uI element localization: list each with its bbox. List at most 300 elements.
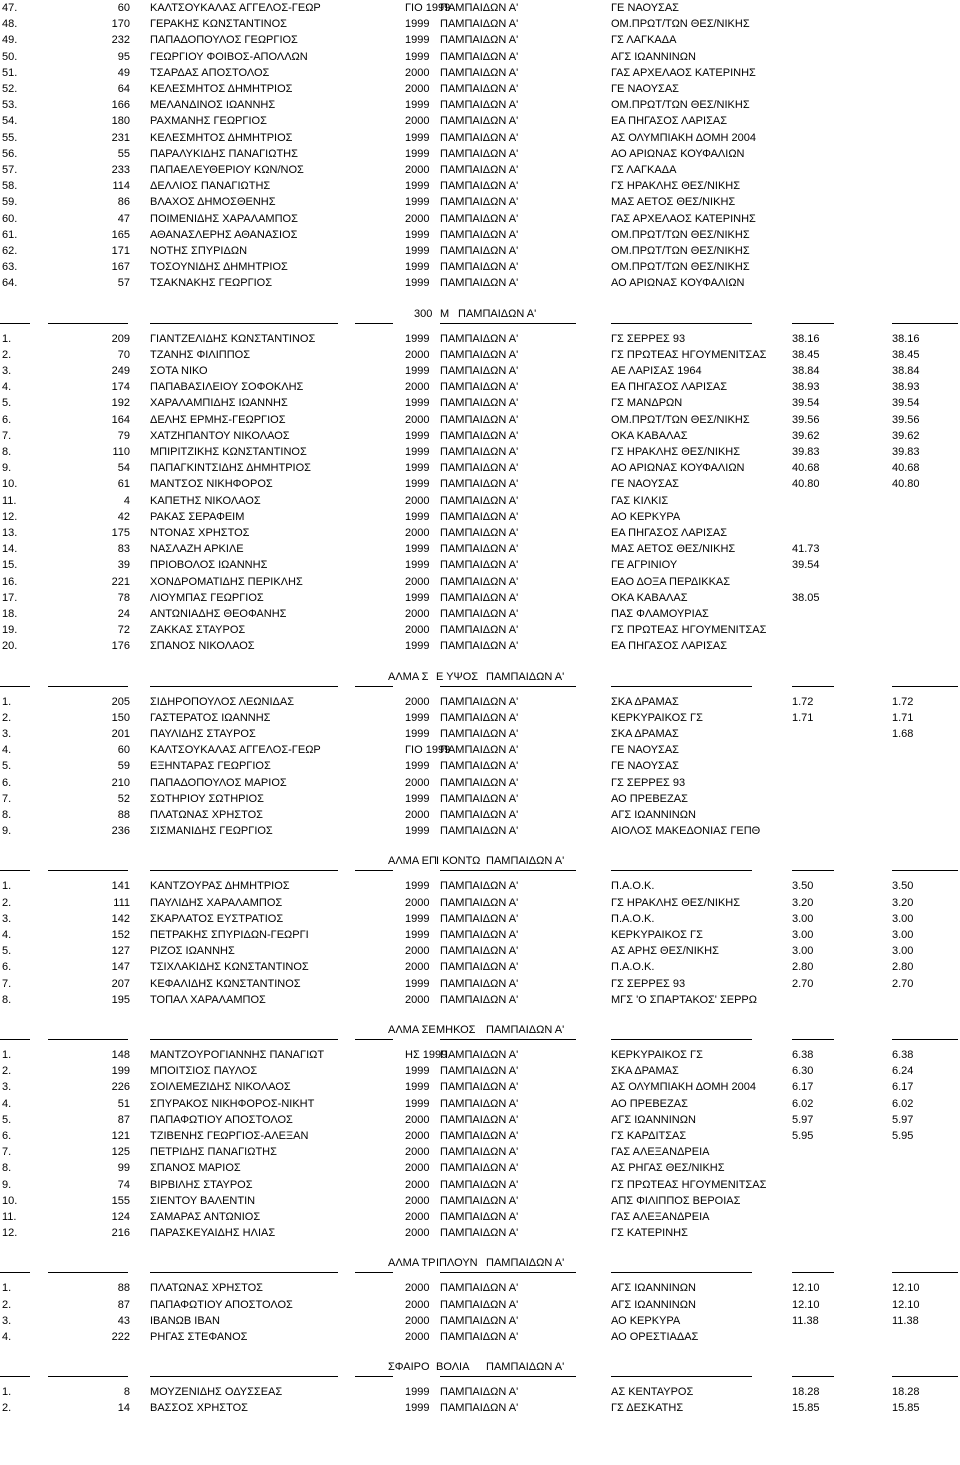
athlete-name: ΠΑΠΑΔΟΠΟΥΛΟΣ ΓΕΩΡΓΙΟΣ (150, 34, 298, 47)
position: 9. (2, 825, 12, 838)
bib-number: 166 (111, 99, 130, 112)
birth-year: 2000 (405, 1194, 430, 1207)
best-performance: 6.38 (892, 1049, 914, 1061)
position: 3. (2, 912, 12, 925)
athlete-name: ΠΑΠΑΦΩΤΙΟΥ ΑΠΟΣΤΟΛΟΣ (150, 1298, 293, 1311)
club: ΓΣ ΛΑΓΚΑΔΑ (611, 164, 677, 176)
club: ΠΑΣ ΦΛΑΜΟΥΡΙΑΣ (611, 608, 709, 620)
column-separator-line (440, 1039, 576, 1040)
result-row (0, 65, 960, 81)
result-row (0, 493, 960, 509)
club: ΓΣ ΗΡΑΚΛΗΣ ΘΕΣ/ΝΙΚΗΣ (611, 896, 741, 909)
result-row (0, 992, 960, 1008)
athlete-name: ΠΑΥΛΙΔΗΣ ΧΑΡΑΛΑΜΠΟΣ (150, 896, 283, 909)
position: 11. (2, 494, 17, 507)
athlete-name: ΜΕΛΑΝΔΙΝΟΣ ΙΩΑΝΝΗΣ (150, 99, 276, 112)
column-separator-line (355, 686, 393, 687)
bib-number: 51 (117, 1097, 130, 1110)
club: ΑΣ ΟΛΥΜΠΙΑΚΗ ΔΟΜΗ 2004 (611, 131, 756, 144)
bib-number: 222 (111, 1331, 130, 1343)
bib-number: 147 (111, 961, 130, 974)
position: 5. (2, 1113, 12, 1126)
category: ΠΑΜΠΑΙΔΩΝ Α' (440, 1097, 519, 1110)
best-performance: 1.71 (892, 711, 914, 724)
athlete-name: ΤΖΙΒΕΝΗΣ ΓΕΩΡΓΙΟΣ-ΑΛΕΞΑΝ (150, 1130, 309, 1142)
bib-number: 47 (117, 212, 130, 225)
position: 52. (2, 83, 18, 95)
category: ΠΑΜΠΑΙΔΩΝ Α' (440, 929, 519, 941)
column-separator-line (48, 1376, 128, 1377)
birth-year: 2000 (405, 624, 430, 637)
category: ΠΑΜΠΑΙΔΩΝ Α' (440, 760, 519, 773)
result-row (0, 638, 960, 654)
club: ΕΑ ΠΗΓΑΣΟΣ ΛΑΡΙΣΑΣ (611, 527, 728, 539)
best-performance: 3.00 (892, 912, 914, 925)
category: ΠΑΜΠΑΙΔΩΝ Α' (440, 1386, 519, 1399)
bib-number: 87 (117, 1113, 130, 1126)
category: ΠΑΜΠΑΙΔΩΝ Α' (440, 99, 519, 112)
performance: 3.00 (792, 945, 814, 958)
birth-year: 1999 (405, 559, 430, 572)
birth-year: 2000 (405, 1282, 430, 1295)
result-row (0, 476, 960, 492)
result-row (0, 32, 960, 48)
birth-year: 1999 (405, 977, 430, 990)
result-row (0, 1225, 960, 1241)
birth-year: 1999 (405, 711, 430, 724)
category: ΠΑΜΠΑΙΔΩΝ Α' (440, 1178, 519, 1191)
birth-year: 1999 (405, 332, 430, 345)
birth-year: 1999 (405, 245, 430, 257)
club: ΚΕΡΚΥΡΑΙΚΟΣ ΓΣ (611, 711, 703, 724)
column-separator-line (792, 1039, 834, 1040)
athlete-name: ΚΕΛΕΣΜΗΤΟΣ ΔΗΜΗΤΡΙΟΣ (150, 131, 293, 144)
birth-year: 1999 (405, 640, 430, 653)
performance: 12.10 (792, 1282, 820, 1295)
birth-year: 1999 (405, 543, 430, 556)
best-performance: 39.54 (892, 397, 920, 410)
position: 2. (2, 348, 12, 361)
best-performance: 2.70 (892, 977, 914, 990)
position: 6. (2, 961, 12, 974)
event-title (0, 306, 960, 322)
birth-year: 2000 (405, 164, 430, 176)
position: 4. (2, 381, 12, 394)
result-row (0, 347, 960, 363)
best-performance: 5.95 (892, 1130, 914, 1142)
athlete-name: ΓΕΡΑΚΗΣ ΚΩΝΣΤΑΝΤΙΝΟΣ (150, 18, 287, 31)
category: ΠΑΜΠΑΙΔΩΝ Α' (440, 212, 519, 225)
position: 3. (2, 1081, 12, 1094)
bib-number: 61 (117, 478, 130, 491)
category: ΠΑΜΠΑΙΔΩΝ Α' (440, 510, 519, 523)
athlete-name: ΠΑΠΑΓΚΙΝΤΣΙΔΗΣ ΔΗΜΗΤΡΙΟΣ (150, 462, 311, 475)
birth-year: 1999 (405, 912, 430, 925)
result-row (0, 1193, 960, 1209)
column-separator-line (792, 1272, 834, 1273)
result-row (0, 694, 960, 710)
athlete-name: ΡΗΓΑΣ ΣΤΕΦΑΝΟΣ (150, 1331, 248, 1343)
result-row (0, 211, 960, 227)
best-performance: 6.02 (892, 1097, 914, 1110)
bib-number: 195 (111, 993, 130, 1006)
birth-year: 1999 (405, 825, 430, 838)
result-row (0, 379, 960, 395)
column-separator-line (150, 323, 338, 324)
event-title-part: ΑΛΜΑ Σ (388, 670, 429, 683)
performance: 39.56 (792, 413, 820, 426)
club: ΟΚΑ ΚΑΒΑΛΑΣ (611, 429, 688, 442)
category: ΠΑΜΠΑΙΔΩΝ Α' (440, 792, 519, 805)
result-row (0, 1063, 960, 1079)
category: ΠΑΜΠΑΙΔΩΝ Α' (440, 993, 519, 1006)
bib-number: 210 (111, 776, 130, 789)
category: ΠΑΜΠΑΙΔΩΝ Α' (440, 776, 519, 789)
birth-year: 1999 (405, 1065, 430, 1078)
position: 7. (2, 429, 12, 442)
column-separator-line (0, 686, 30, 687)
performance: 38.93 (792, 381, 820, 394)
column-separator-line (440, 686, 576, 687)
athlete-name: ΠΑΡΑΛΥΚΙΔΗΣ ΠΑΝΑΓΙΩΤΗΣ (150, 147, 298, 160)
result-row (0, 412, 960, 428)
result-row (0, 395, 960, 411)
position: 2. (2, 1402, 12, 1415)
result-row (0, 331, 960, 347)
birth-year: 2000 (405, 575, 430, 588)
position: 12. (2, 510, 18, 523)
category: ΠΑΜΠΑΙΔΩΝ Α' (440, 912, 519, 925)
performance: 1.72 (792, 695, 814, 708)
category: ΠΑΜΠΑΙΔΩΝ Α' (440, 478, 519, 491)
bib-number: 79 (117, 429, 130, 442)
position: 5. (2, 945, 12, 958)
birth-year: 2000 (405, 1331, 430, 1343)
result-row (0, 428, 960, 444)
position: 12. (2, 1227, 18, 1240)
athlete-name: ΕΞΗΝΤΑΡΑΣ ΓΕΩΡΓΙΟΣ (150, 760, 271, 773)
result-row (0, 1297, 960, 1313)
category: ΠΑΜΠΑΙΔΩΝ Α' (440, 896, 519, 909)
bib-number: 175 (111, 527, 130, 539)
column-separator-line (48, 1039, 128, 1040)
bib-number: 59 (117, 760, 130, 773)
column-separator-line (355, 870, 393, 871)
club: ΑΟ ΟΡΕΣΤΙΑΔΑΣ (611, 1331, 699, 1343)
category: ΠΑΜΠΑΙΔΩΝ Α' (440, 1065, 519, 1078)
athlete-name: ΤΣΑΚΝΑΚΗΣ ΓΕΩΡΓΙΟΣ (150, 277, 273, 290)
athlete-name: ΤΣΙΧΛΑΚΙΔΗΣ ΚΩΝΣΤΑΝΤΙΝΟΣ (150, 961, 309, 974)
birth-year: 1999 (405, 728, 430, 740)
category: ΠΑΜΠΑΙΔΩΝ Α' (440, 527, 519, 539)
bib-number: 87 (117, 1298, 130, 1311)
column-separator-line (892, 1272, 958, 1273)
birth-year: 2000 (405, 695, 430, 708)
bib-number: 231 (111, 131, 130, 144)
club: ΟΜ.ΠΡΩΤ/ΤΩΝ ΘΕΣ/ΝΙΚΗΣ (611, 18, 750, 31)
position: 55. (2, 131, 18, 144)
athlete-name: ΣΩΤΗΡΙΟΥ ΣΩΤΗΡΙΟΣ (150, 792, 264, 805)
bib-number: 249 (111, 365, 130, 377)
result-row (0, 1209, 960, 1225)
event-title-part: ΙΠΛΟΥΝ (436, 1257, 478, 1270)
club: ΑΓΣ ΙΩΑΝΝΙΝΩΝ (611, 809, 696, 821)
bib-number: 24 (117, 608, 130, 620)
athlete-name: ΤΟΠΑΛ ΧΑΡΑΛΑΜΠΟΣ (150, 993, 266, 1006)
club: ΣΚΑ ΔΡΑΜΑΣ (611, 728, 679, 740)
birth-year: 1999 (405, 1097, 430, 1110)
athlete-name: ΣΠΑΝΟΣ ΝΙΚΟΛΑΟΣ (150, 640, 255, 653)
birth-year: 1999 (405, 365, 430, 377)
athlete-name: ΣΟΤΑ ΝΙΚΟ (150, 365, 208, 377)
position: 9. (2, 462, 12, 475)
position: 10. (2, 478, 18, 491)
club: ΚΕΡΚΥΡΑΙΚΟΣ ΓΣ (611, 1049, 703, 1061)
performance: 11.38 (792, 1314, 819, 1327)
club: ΓΣ ΚΑΡΔΙΤΣΑΣ (611, 1130, 687, 1142)
result-row (0, 194, 960, 210)
category: ΠΑΜΠΑΙΔΩΝ Α' (440, 50, 519, 63)
position: 57. (2, 164, 18, 176)
position: 5. (2, 397, 12, 410)
birth-year: 2000 (405, 66, 430, 79)
category: ΠΑΜΠΑΙΔΩΝ Α' (440, 277, 519, 290)
category: ΠΑΜΠΑΙΔΩΝ Α' (440, 494, 519, 507)
performance: 6.38 (792, 1049, 814, 1061)
result-row (0, 622, 960, 638)
bib-number: 171 (111, 245, 130, 257)
position: 8. (2, 1162, 12, 1175)
athlete-name: ΠΛΑΤΩΝΑΣ ΧΡΗΣΤΟΣ (150, 1282, 263, 1295)
bib-number: 88 (117, 1282, 130, 1295)
birth-year: 1999 (405, 397, 430, 410)
athlete-name: ΡΑΚΑΣ ΣΕΡΑΦΕΙΜ (150, 510, 245, 523)
column-separator-line (440, 1376, 576, 1377)
column-separator-line (150, 1272, 338, 1273)
birth-year: 1999 (405, 462, 430, 475)
result-row (0, 227, 960, 243)
bib-number: 4 (123, 494, 130, 507)
performance: 3.20 (792, 896, 814, 909)
category: ΠΑΜΠΑΙΔΩΝ Α' (440, 961, 519, 974)
birth-year: 1999 (405, 180, 430, 193)
result-row (0, 791, 960, 807)
bib-number: 78 (117, 591, 130, 604)
birth-year: 2000 (405, 381, 430, 394)
athlete-name: ΠΑΥΛΙΔΗΣ ΣΤΑΥΡΟΣ (150, 728, 256, 740)
category: ΠΑΜΠΑΙΔΩΝ Α' (440, 543, 519, 556)
category: ΠΑΜΠΑΙΔΩΝ Α' (440, 1298, 519, 1311)
athlete-name: ΚΑΠΕΤΗΣ ΝΙΚΟΛΑΟΣ (150, 494, 261, 507)
position: 1. (2, 1282, 12, 1295)
performance: 3.00 (792, 912, 814, 925)
position: 3. (2, 728, 12, 740)
result-row (0, 1096, 960, 1112)
event-title-part: ΠΑΜΠΑΙΔΩΝ Α' (486, 1257, 565, 1270)
column-separator-line (0, 870, 30, 871)
position: 61. (2, 228, 18, 241)
bib-number: 199 (111, 1065, 130, 1078)
athlete-name: ΝΤΟΝΑΣ ΧΡΗΣΤΟΣ (150, 527, 250, 539)
athlete-name: ΜΠΙΡΙΤΖΙΚΗΣ ΚΩΝΣΤΑΝΤΙΝΟΣ (150, 446, 307, 458)
result-row (0, 1079, 960, 1095)
position: 3. (2, 1314, 12, 1327)
performance: 2.70 (792, 977, 814, 990)
column-separator-line (150, 870, 338, 871)
performance: 38.16 (792, 332, 820, 345)
bib-number: 86 (117, 196, 130, 209)
birth-year: 2000 (405, 1178, 430, 1191)
birth-year: 2000 (405, 1162, 430, 1175)
bib-number: 152 (111, 929, 130, 941)
result-row (0, 758, 960, 774)
column-separator-line (792, 1376, 834, 1377)
birth-year: 2000 (405, 896, 430, 909)
best-performance: 1.68 (892, 728, 914, 740)
birth-year: 2000 (405, 83, 430, 95)
position: 1. (2, 880, 12, 893)
event-title-part: Ε ΥΨΟΣ (436, 670, 479, 683)
bib-number: 232 (111, 34, 130, 47)
category: ΠΑΜΠΑΙΔΩΝ Α' (440, 1331, 519, 1343)
result-row (0, 606, 960, 622)
position: 2. (2, 711, 12, 724)
athlete-name: ΣΠΑΝΟΣ ΜΑΡΙΟΣ (150, 1162, 241, 1175)
athlete-name: ΖΑΚΚΑΣ ΣΤΑΥΡΟΣ (150, 624, 246, 637)
category: ΠΑΜΠΑΙΔΩΝ Α' (440, 365, 519, 377)
athlete-name: ΜΑΝΤΣΟΣ ΝΙΚΗΦΟΡΟΣ (150, 478, 273, 491)
bib-number: 176 (111, 640, 130, 653)
athlete-name: ΛΙΟΥΜΠΑΣ ΓΕΩΡΓΙΟΣ (150, 591, 264, 604)
category: ΠΑΜΠΑΙΔΩΝ Α' (440, 809, 519, 821)
bib-number: 55 (117, 147, 130, 160)
performance: 39.54 (792, 397, 820, 410)
category: ΠΑΜΠΑΙΔΩΝ Α' (440, 397, 519, 410)
club: ΓΑΣ ΑΡΧΕΛΑΟΣ ΚΑΤΕΡΙΝΗΣ (611, 66, 756, 79)
athlete-name: ΚΑΝΤΖΟΥΡΑΣ ΔΗΜΗΤΡΙΟΣ (150, 880, 290, 893)
bib-number: 42 (117, 510, 130, 523)
bib-number: 83 (117, 543, 130, 556)
column-separator-line (440, 1272, 576, 1273)
category: ΠΑΜΠΑΙΔΩΝ Α' (440, 1211, 519, 1223)
category: ΠΑΜΠΑΙΔΩΝ Α' (440, 728, 519, 740)
category: ΠΑΜΠΑΙΔΩΝ Α' (440, 977, 519, 990)
club: ΑΣ ΡΗΓΑΣ ΘΕΣ/ΝΙΚΗΣ (611, 1162, 725, 1175)
result-row (0, 726, 960, 742)
club: ΓΑΣ ΚΙΛΚΙΣ (611, 494, 669, 507)
column-separator-line (611, 1039, 752, 1040)
club: ΑΟ ΑΡΙΩΝΑΣ ΚΟΥΦΑΛΙΩΝ (611, 147, 745, 160)
birth-year: 1999 (405, 446, 430, 458)
position: 1. (2, 332, 12, 345)
birth-year: 1999 (405, 792, 430, 805)
result-row (0, 162, 960, 178)
result-row (0, 959, 960, 975)
performance: 40.68 (792, 462, 820, 475)
birth-year: 1999 (405, 99, 430, 112)
position: 5. (2, 760, 12, 773)
result-row (0, 1144, 960, 1160)
result-row (0, 823, 960, 839)
position: 19. (2, 624, 18, 637)
category: ΠΑΜΠΑΙΔΩΝ Α' (440, 115, 519, 128)
birth-year: 2000 (405, 1146, 430, 1159)
athlete-name: ΠΑΠΑΔΟΠΟΥΛΟΣ ΜΑΡΙΟΣ (150, 776, 287, 789)
bib-number: 60 (117, 744, 130, 757)
birth-year: 1999 (405, 50, 430, 63)
bib-number: 95 (117, 50, 130, 63)
best-performance: 38.16 (892, 332, 920, 345)
result-row (0, 1112, 960, 1128)
result-row (0, 557, 960, 573)
category: ΠΑΜΠΑΙΔΩΝ Α' (440, 446, 519, 458)
athlete-name: ΜΠΟΙΤΣΙΟΣ ΠΑΥΛΟΣ (150, 1065, 258, 1078)
result-row (0, 1400, 960, 1416)
category: ΠΑΜΠΑΙΔΩΝ Α' (440, 429, 519, 442)
bib-number: 114 (112, 180, 130, 193)
position: 54. (2, 115, 18, 128)
athlete-name: ΝΟΤΗΣ ΣΠΥΡΙΔΩΝ (150, 245, 248, 257)
position: 53. (2, 99, 18, 112)
column-separator-line (611, 686, 752, 687)
category: ΠΑΜΠΑΙΔΩΝ Α' (440, 695, 519, 708)
athlete-name: ΧΑΡΑΛΑΜΠΙΔΗΣ ΙΩΑΝΝΗΣ (150, 397, 288, 410)
category: ΠΑΜΠΑΙΔΩΝ Α' (440, 18, 519, 31)
event-title-part: ΠΑΜΠΑΙΔΩΝ Α' (458, 307, 537, 320)
position: 17. (2, 591, 18, 604)
position: 1. (2, 695, 12, 708)
club: ΓΣ ΠΡΩΤΕΑΣ ΗΓΟΥΜΕΝΙΤΣΑΣ (611, 624, 767, 637)
birth-year: 1999 (405, 591, 430, 604)
column-separator-line (892, 1376, 958, 1377)
category: ΠΑΜΠΑΙΔΩΝ Α' (440, 261, 519, 274)
club: ΑΟ ΠΡΕΒΕΖΑΣ (611, 1097, 688, 1110)
bib-number: 165 (111, 228, 130, 241)
category: ΠΑΜΠΑΙΔΩΝ Α' (440, 413, 519, 426)
position: 2. (2, 1298, 12, 1311)
category: ΠΑΜΠΑΙΔΩΝ Α' (440, 245, 519, 257)
performance: 40.80 (792, 478, 820, 491)
column-separator-line (892, 686, 958, 687)
position: 51. (2, 66, 18, 79)
club: ΑΣ ΑΡΗΣ ΘΕΣ/ΝΙΚΗΣ (611, 945, 719, 958)
club: ΓΣ ΠΡΩΤΕΑΣ ΗΓΟΥΜΕΝΙΤΣΑΣ (611, 348, 767, 361)
category: ΠΑΜΠΑΙΔΩΝ Α' (440, 744, 519, 757)
club: ΓΣ ΚΑΤΕΡΙΝΗΣ (611, 1227, 688, 1240)
position: 8. (2, 993, 12, 1006)
birth-year: 1999 (405, 147, 430, 160)
event-title-part: ΒΟΛΙΑ (436, 1361, 470, 1374)
birth-year: 1999 (405, 18, 430, 31)
best-performance: 15.85 (892, 1402, 920, 1415)
performance: 3.50 (792, 880, 814, 893)
category: ΠΑΜΠΑΙΔΩΝ Α' (440, 1049, 519, 1061)
athlete-name: ΣΙΕΝΤΟΥ ΒΑΛΕΝΤΙΝ (150, 1194, 256, 1207)
event-title-part: ΠΑΜΠΑΙΔΩΝ Α' (486, 855, 565, 868)
birth-year: 1999 (405, 34, 430, 47)
birth-year: 2000 (405, 945, 430, 958)
category: ΠΑΜΠΑΙΔΩΝ Α' (440, 711, 519, 724)
bib-number: 14 (117, 1402, 130, 1415)
result-row (0, 927, 960, 943)
result-row (0, 1160, 960, 1176)
performance: 39.62 (792, 429, 820, 442)
birth-year: 2000 (405, 212, 430, 225)
athlete-name: ΒΙΡΒΙΛΗΣ ΣΤΑΥΡΟΣ (150, 1178, 253, 1191)
bib-number: 74 (117, 1178, 130, 1191)
bib-number: 167 (111, 261, 130, 274)
column-separator-line (0, 1039, 30, 1040)
